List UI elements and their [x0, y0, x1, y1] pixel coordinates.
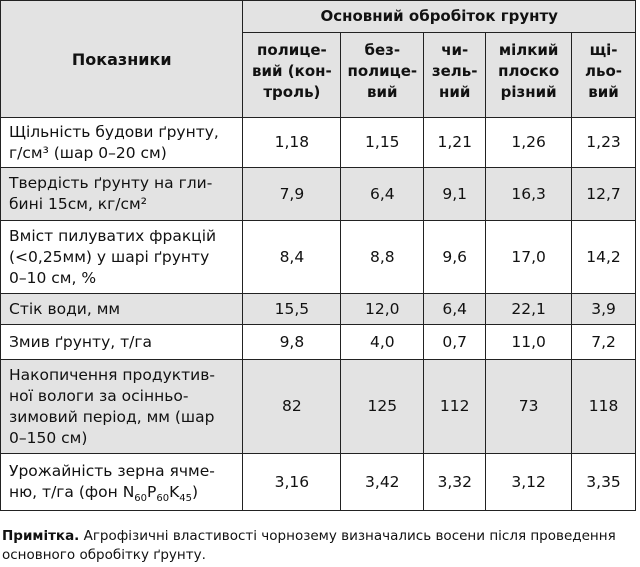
indicator-line: Накопичення продуктив- — [9, 365, 215, 384]
formula-n-subscript: 60 — [134, 493, 148, 505]
indicator-line: 0–10 см, % — [9, 268, 97, 287]
column-header-line: вий — [367, 83, 398, 101]
value-cell: 82 — [243, 360, 341, 454]
formula-k: K — [169, 483, 180, 501]
table-row — [1, 454, 636, 511]
value-cell: 112 — [424, 360, 486, 454]
value-cell: 0,7 — [424, 325, 486, 360]
column-header-line: троль) — [263, 83, 321, 101]
column-header-moldboardless — [341, 33, 424, 118]
column-header-line: різний — [500, 83, 557, 101]
table-row — [1, 325, 636, 360]
indicator-cell — [1, 360, 243, 454]
group-header: Основний обробіток грунту — [243, 1, 636, 33]
value-cell: 22,1 — [486, 294, 572, 325]
value-cell: 15,5 — [243, 294, 341, 325]
value-cell: 125 — [341, 360, 424, 454]
value-cell: 3,32 — [424, 454, 486, 511]
indicator-cell — [1, 221, 243, 294]
value-cell: 8,8 — [341, 221, 424, 294]
indicator-cell — [1, 294, 243, 325]
indicator-line: ної вологи за осінньо- — [9, 386, 189, 405]
value-cell: 9,1 — [424, 168, 486, 221]
value-cell: 4,0 — [341, 325, 424, 360]
value-cell: 3,16 — [243, 454, 341, 511]
value-cell: 8,4 — [243, 221, 341, 294]
indicator-cell — [1, 118, 243, 168]
value-cell: 118 — [572, 360, 636, 454]
value-cell: 12,0 — [341, 294, 424, 325]
formula-k-subscript: 45 — [179, 493, 193, 505]
indicator-line: Урожайність зерна ячме- — [9, 462, 215, 480]
column-header-line: щі- — [589, 41, 618, 59]
value-cell: 12,7 — [572, 168, 636, 221]
formula-p-subscript: 60 — [156, 493, 170, 505]
indicator-line: зимовий період, мм (шар — [9, 407, 215, 426]
value-cell: 73 — [486, 360, 572, 454]
indicator-cell — [1, 454, 243, 511]
indicator-line-formula — [9, 482, 236, 503]
table-row — [1, 118, 636, 168]
column-header-line: чи- — [441, 41, 469, 59]
indicator-cell — [1, 168, 243, 221]
column-header-slit — [572, 33, 636, 118]
column-header-line: полице- — [257, 41, 327, 59]
indicator-line: Щільність будови ґрунту, — [9, 122, 219, 141]
column-header-line: льо- — [585, 62, 623, 80]
indicator-line: Вміст пилуватих фракцій — [9, 226, 217, 245]
value-cell: 1,23 — [572, 118, 636, 168]
column-header-line: плоско — [498, 62, 560, 80]
value-cell: 3,42 — [341, 454, 424, 511]
column-header-line: вий — [588, 83, 619, 101]
value-cell: 7,2 — [572, 325, 636, 360]
value-cell: 9,8 — [243, 325, 341, 360]
indicator-line: Твердість ґрунту на гли- — [9, 174, 213, 192]
formula-suffix: ) — [192, 483, 199, 501]
formula-prefix: ню, т/га (фон N — [9, 483, 135, 501]
indicator-line: 0–150 см) — [9, 428, 88, 447]
indicator-line: бині 15см, кг/см² — [9, 195, 147, 213]
value-cell: 7,9 — [243, 168, 341, 221]
column-header-shallow-flat — [486, 33, 572, 118]
value-cell: 17,0 — [486, 221, 572, 294]
note-text: Агрофізичні властивості чорнозему визначались восени після проведення основного обробітку ґрунту. — [2, 528, 616, 563]
value-cell: 11,0 — [486, 325, 572, 360]
table-row — [1, 360, 636, 454]
value-cell: 1,15 — [341, 118, 424, 168]
value-cell: 6,4 — [424, 294, 486, 325]
note-label: Примітка. — [2, 528, 80, 544]
table-row — [1, 294, 636, 325]
value-cell: 9,6 — [424, 221, 486, 294]
column-header-line: зель- — [431, 62, 478, 80]
indicator-header: Показники — [1, 1, 243, 118]
column-header-moldboard — [243, 33, 341, 118]
value-cell: 1,26 — [486, 118, 572, 168]
value-cell: 16,3 — [486, 168, 572, 221]
indicator-line: Змив ґрунту, т/га — [9, 332, 153, 351]
value-cell: 3,35 — [572, 454, 636, 511]
value-cell: 3,12 — [486, 454, 572, 511]
value-cell: 1,21 — [424, 118, 486, 168]
column-header-line: без- — [364, 41, 401, 59]
column-header-chisel — [424, 33, 486, 118]
column-header-line: ний — [439, 83, 471, 101]
indicator-line: Стік води, мм — [9, 299, 121, 318]
indicator-line: (<0,25мм) у шарі ґрунту — [9, 247, 210, 266]
table-row — [1, 221, 636, 294]
column-header-line: полице- — [347, 62, 418, 80]
value-cell: 1,18 — [243, 118, 341, 168]
value-cell: 3,9 — [572, 294, 636, 325]
value-cell: 14,2 — [572, 221, 636, 294]
indicator-cell — [1, 325, 243, 360]
indicator-line: г/см³ (шар 0–20 см) — [9, 143, 167, 162]
formula-p: P — [147, 483, 157, 501]
value-cell: 6,4 — [341, 168, 424, 221]
column-header-line: вий (кон- — [252, 62, 332, 80]
column-header-line: мілкий — [498, 41, 559, 59]
table-row — [1, 168, 636, 221]
table-note — [2, 527, 634, 565]
